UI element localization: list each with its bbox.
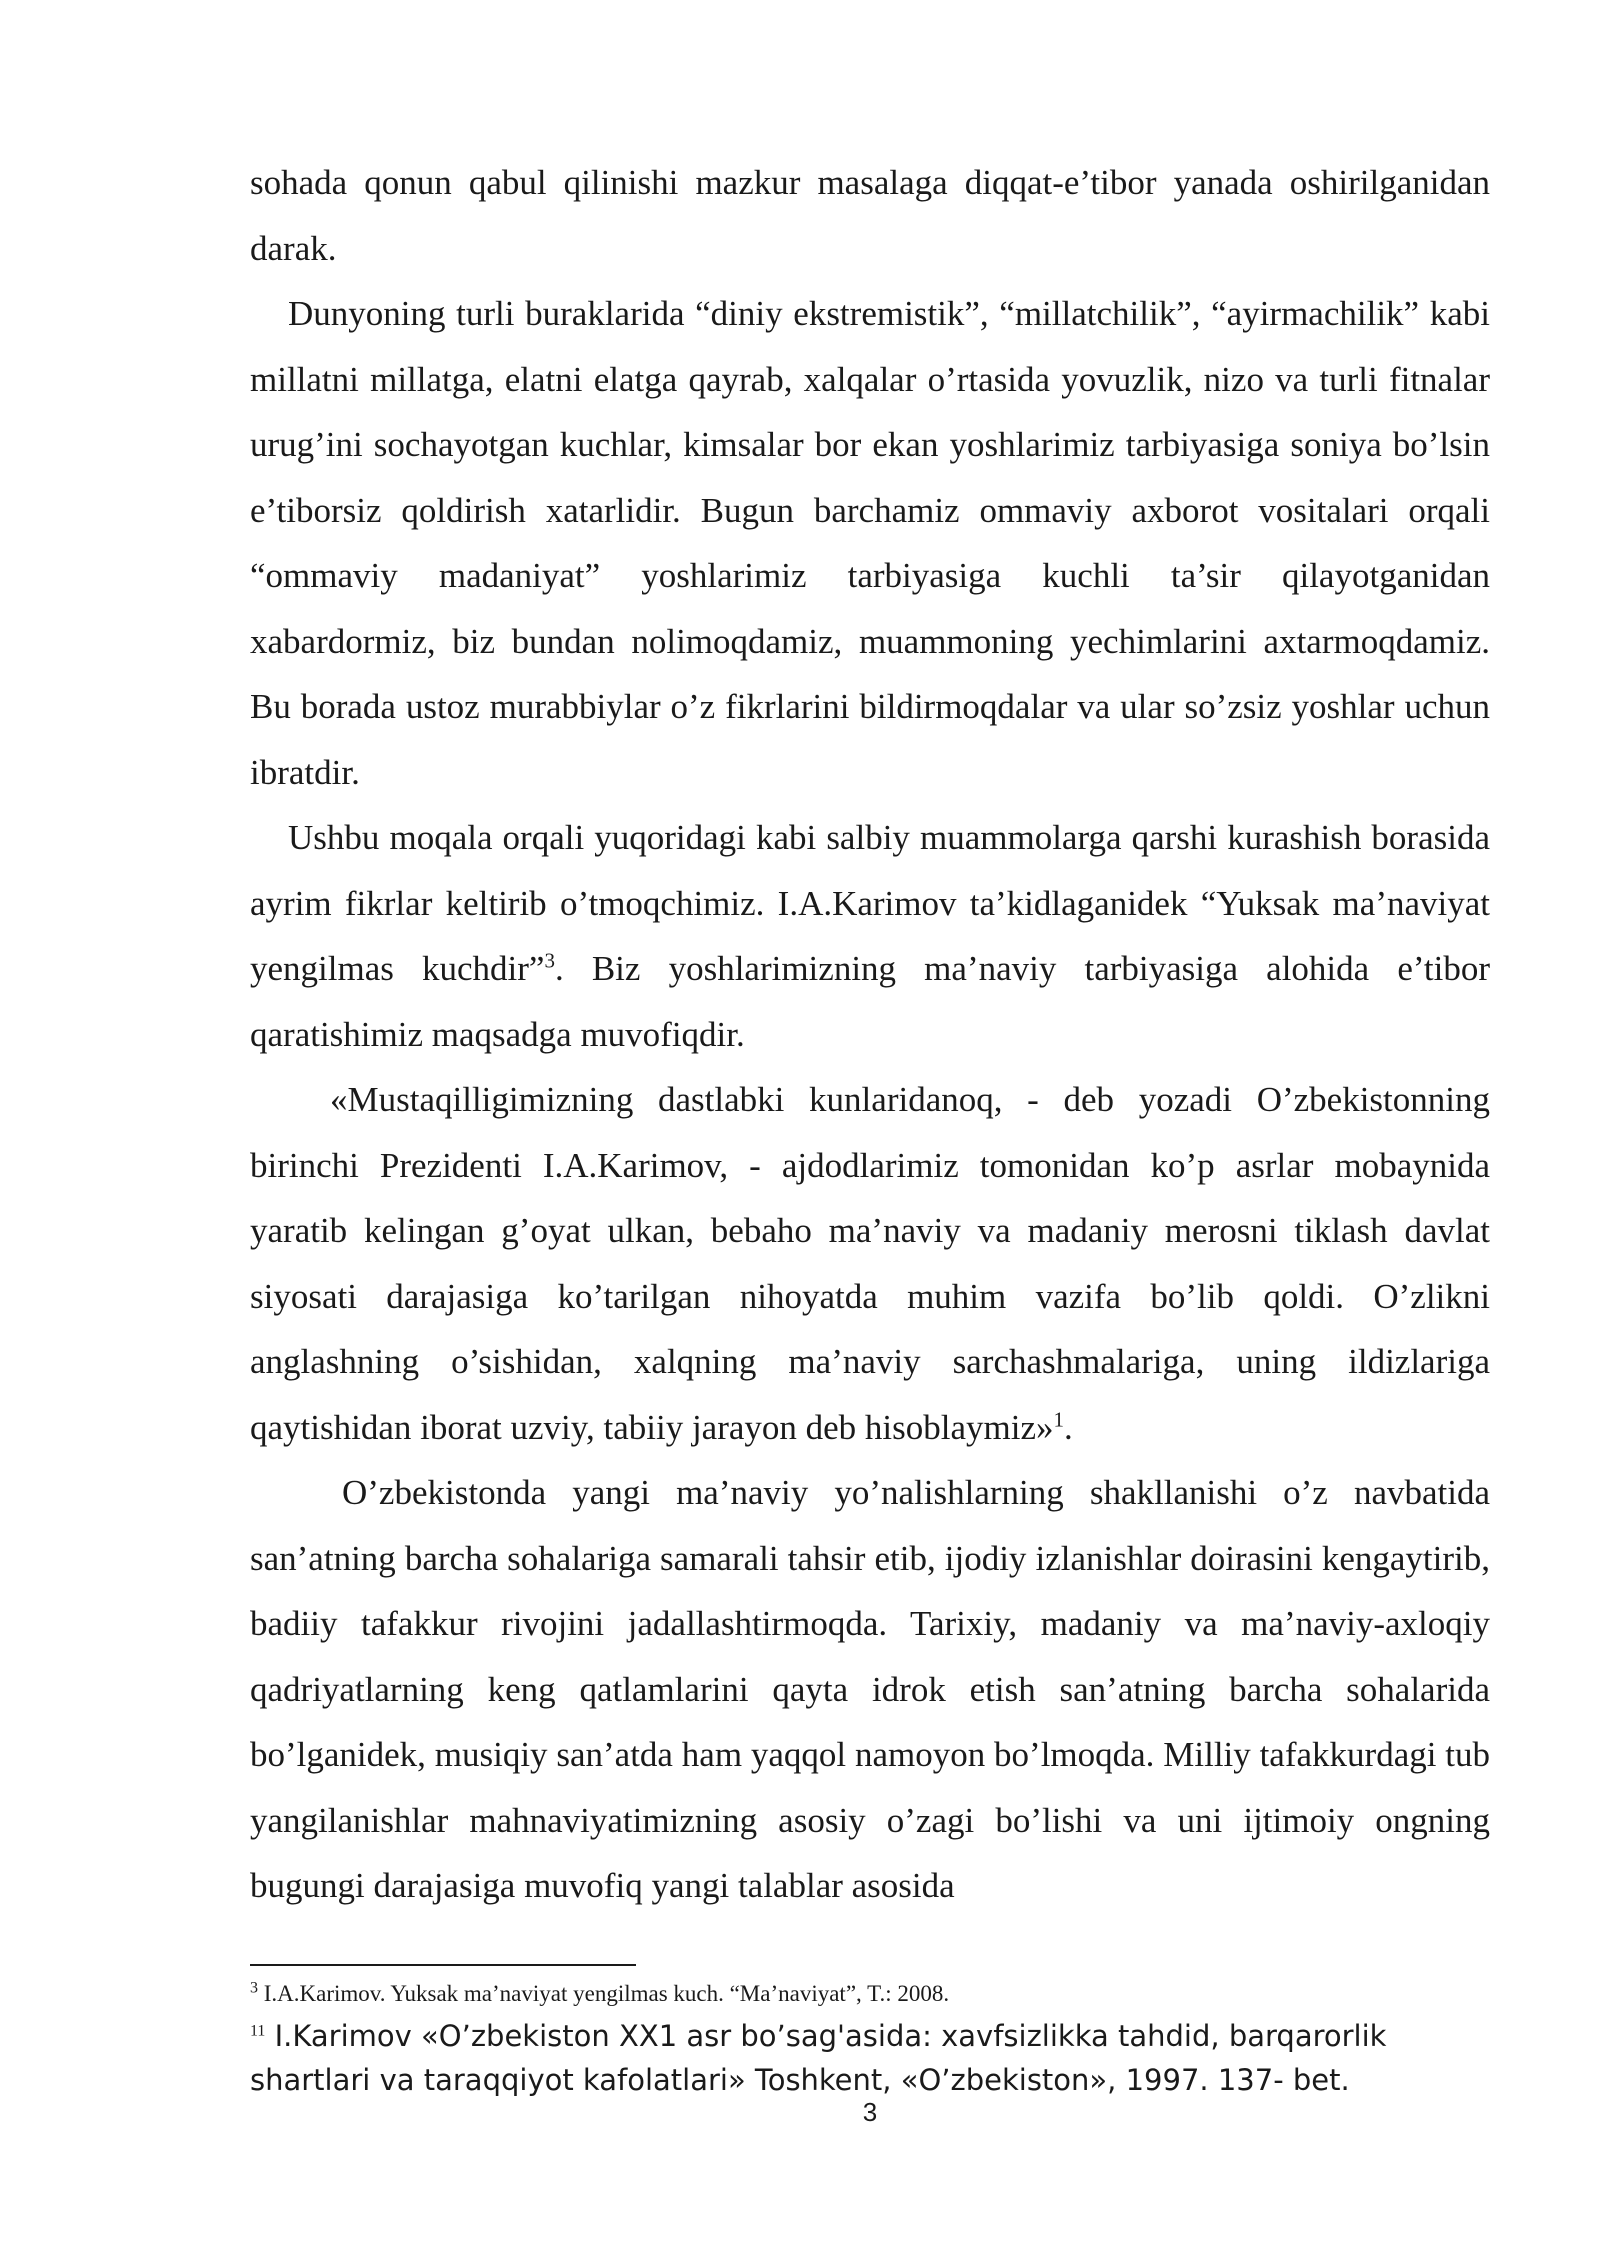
paragraph-4-text-end: . — [1064, 1407, 1073, 1447]
footnote-11-text: I.Karimov «O’zbekiston XX1 asr bo’sag'asida: xavfsizlikka tahdid, barqarorlik shartlari va taraqqiyot kafolatlari» Toshkent, «O’zbekiston», 1997. 137- bet. — [250, 2019, 1387, 2097]
paragraph-2-text: Dunyoning turli buraklarida “diniy ekstremistik”, “millatchilik”, “ayirmachilik” kabi millatni millatga, elatni elatga qayrab, xalqalar o’rtasida yovuzlik, nizo va turli fitnalar urug’ini sochayotgan kuchlar, kimsalar bor ekan yoshlarimiz tarbiyasiga soniya bo’lsin e’tiborsiz qoldirish xatarlidir. Bugun barchamiz ommaviy axborot vositalari orqali “ommaviy madaniyat” yoshlarimiz tarbiyasiga kuchli ta’sir qilayotganidan xabardormiz, biz bundan nolimoqdamiz, muammoning yechimlarini axtarmoqdamiz. Bu borada ustoz murabbiylar o’z fikrlarini bildirmoqdalar va ular so’zsiz yoshlar uchun ibratdir. — [250, 294, 1490, 792]
footnote-ref-3: 3 — [544, 948, 555, 973]
paragraph-4-quote — [250, 1067, 1490, 1460]
footnote-11 — [250, 2014, 1495, 2102]
footnote-3-mark: 3 — [250, 1979, 258, 1997]
paragraph-4-text: «Mustaqilligimizning dastlabki kunlaridanoq, - deb yozadi O’zbekistonning birinchi Prezidenti I.A.Karimov, - ajdodlarimiz tomonidan ko’p asrlar mobaynida yaratib kelingan g’oyat ulkan, bebaho ma’naviy va madaniy merosni tiklash davlat siyosati darajasiga ko’tarilgan nihoyatda muhim vazifa bo’lib qoldi. O’zlikni anglashning o’sishidan, xalqning ma’naviy sarchashmalariga, uning ildizlariga qaytishidan iborat uzviy, tabiiy jarayon deb hisoblaymiz» — [250, 1080, 1490, 1447]
footnote-ref-1: 1 — [1053, 1406, 1065, 1431]
paragraph-2 — [250, 281, 1490, 805]
paragraph-3-text: Ushbu moqala orqali yuqoridagi kabi salbiy muammolarga qarshi kurashish borasida ayrim fikrlar keltirib o’tmoqchimiz. I.A.Karimov ta’kidlaganidek “Yuksak ma’naviyat yengilmas kuchdir” — [250, 818, 1490, 988]
paragraph-1-text: sohada qonun qabul qilinishi mazkur masalaga diqqat-e’tibor yanada oshirilganidan darak. — [250, 163, 1490, 268]
footnote-11-mark: 11 — [250, 2022, 266, 2040]
page-number: 3 — [862, 2097, 878, 2127]
paragraph-5-text: O’zbekistonda yangi ma’naviy yo’nalishlarning shakllanishi o’z navbatida san’atning barcha sohalariga samarali tahsir etib, ijodiy izlanishlar doirasini kengaytirib, badiiy tafakkur rivojini jadallashtirmoqda. Tarixiy, madaniy va ma’naviy-axloqiy qadriyatlarning keng qatlamlarini qayta idrok etish san’atning barcha sohalarida bo’lganidek, musiqiy san’atda ham yaqqol namoyon bo’lmoqda. Milliy tafakkurdagi tub yangilanishlar mahnaviyatimizning asosiy o’zagi bo’lishi va uni ijtimoiy ongning bugungi darajasiga muvofiq yangi talablar asosida — [250, 1473, 1490, 1905]
paragraph-3-text-end: . Biz yoshlarimizning ma’naviy tarbiyasiga alohida e’tibor qaratishimiz maqsadga muvofiqdir. — [250, 949, 1490, 1054]
paragraph-5 — [250, 1460, 1490, 1919]
paragraph-3 — [250, 805, 1490, 1067]
footnote-3 — [250, 1978, 1490, 2010]
footnote-3-text: I.A.Karimov. Yuksak ma’naviyat yengilmas kuch. “Ma’naviyat”, T.: 2008. — [258, 1981, 950, 2006]
paragraph-1 — [250, 150, 1490, 281]
body-text — [250, 150, 1490, 1919]
footnote-separator — [250, 1964, 636, 1966]
